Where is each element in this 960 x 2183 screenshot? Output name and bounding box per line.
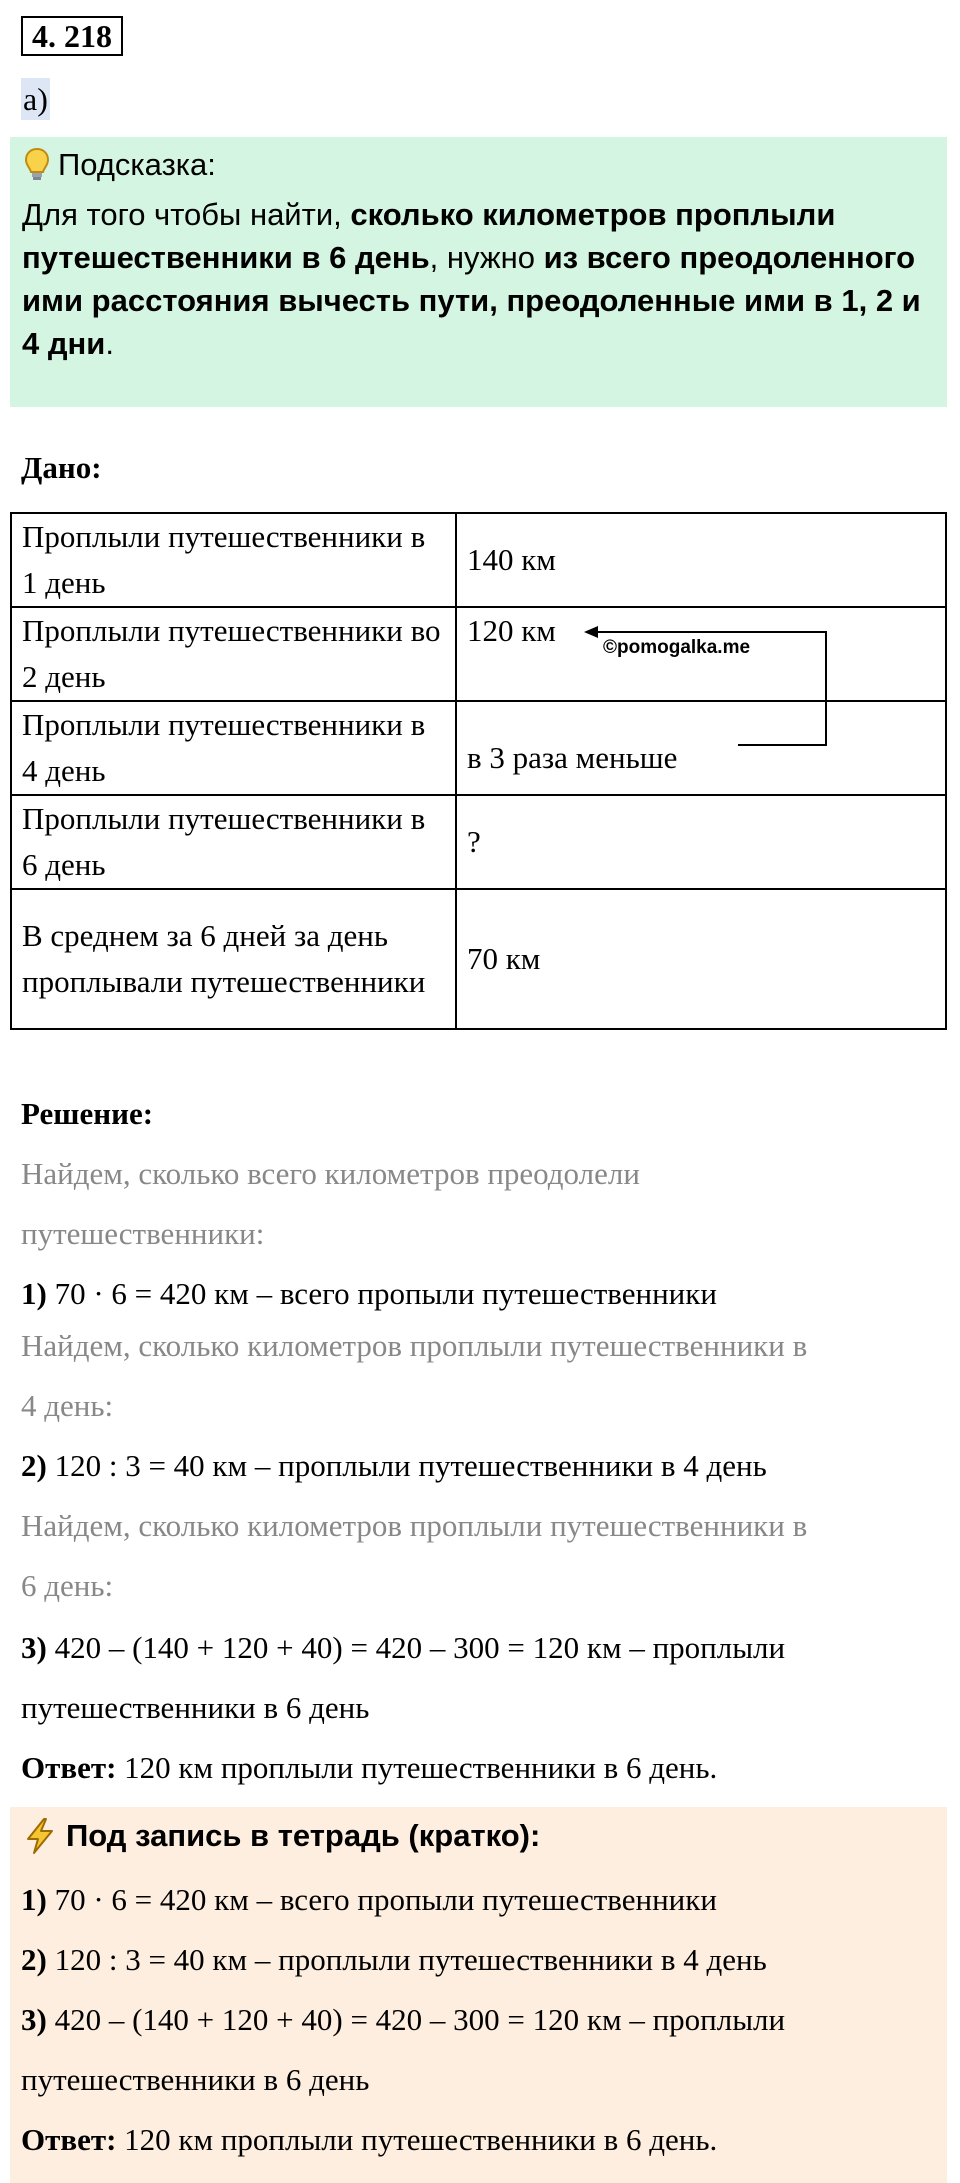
watermark: ©pomogalka.me xyxy=(603,637,751,658)
notebook-step xyxy=(21,1940,767,1980)
hint-text-part: Для того чтобы найти, xyxy=(22,197,351,232)
step-number: 1) xyxy=(21,1276,47,1311)
step-number: 2) xyxy=(21,1942,47,1977)
notebook-step-cont: путешественники в 6 день xyxy=(21,2062,370,2097)
table-cell-value: 120 км xyxy=(456,607,946,701)
step-number: 3) xyxy=(21,1630,47,1665)
solution-step-text: Найдем, сколько километров проплыли путешественники в xyxy=(21,1508,808,1543)
solution-step-text: 6 день: xyxy=(21,1568,114,1603)
hint-title-text: Подсказка: xyxy=(58,147,216,182)
solution-title: Решение: xyxy=(21,1096,154,1131)
task-number: 4. 218 xyxy=(21,16,123,56)
step-expression: 420 – (140 + 120 + 40) = 420 – 300 = 120 км – проплыли xyxy=(46,1630,786,1665)
step-number: 2) xyxy=(21,1448,47,1483)
notebook-title-text: Под запись в тетрадь (кратко): xyxy=(66,1818,541,1853)
solution-step-text: путешественники: xyxy=(21,1216,265,1251)
hint-text-part: . xyxy=(105,326,114,361)
solution-step xyxy=(21,1446,767,1486)
table-cell-value: 70 км xyxy=(456,889,946,1029)
notebook-answer xyxy=(21,2120,717,2160)
table-cell-label: Проплыли путешественники в 6 день xyxy=(11,795,456,889)
step-expression: 120 : 3 = 40 км – проплыли путешественники в 4 день xyxy=(46,1448,767,1483)
answer-text: 120 км проплыли путешественники в 6 день. xyxy=(116,1750,718,1785)
hint-text-bold: сколько километров проплыли путешественники в 6 день xyxy=(22,197,836,275)
step-expression: 420 – (140 + 120 + 40) = 420 – 300 = 120 км – проплыли xyxy=(46,2002,786,2037)
solution-step-text: Найдем, сколько всего километров преодолели xyxy=(21,1156,640,1191)
step-expression: 120 : 3 = 40 км – проплыли путешественники в 4 день xyxy=(46,1942,767,1977)
hint-text-part: , нужно xyxy=(429,240,544,275)
step-number: 1) xyxy=(21,1882,47,1917)
answer-label: Ответ: xyxy=(21,2122,117,2157)
step-expression: 70 · 6 = 420 км – всего пропыли путешественники xyxy=(46,1276,717,1311)
solution-step-cont: путешественники в 6 день xyxy=(21,1690,370,1725)
solution-step xyxy=(21,1274,717,1314)
table-cell-value: ? xyxy=(456,795,946,889)
table-cell-label: Проплыли путешественники во 2 день xyxy=(11,607,456,701)
part-label: а) xyxy=(21,78,50,120)
solution-step-text: 4 день: xyxy=(21,1388,114,1423)
step-expression: 70 · 6 = 420 км – всего пропыли путешественники xyxy=(46,1882,717,1917)
solution-step xyxy=(21,1628,785,1668)
hint-text-bold: из всего преодоленного ими расстояния вычесть пути, преодоленные ими в 1, 2 и 4 дни xyxy=(22,240,921,361)
table-cell-value: 140 км xyxy=(456,513,946,607)
table-cell-label: Проплыли путешественники в 4 день xyxy=(11,701,456,795)
table-cell-label: Проплыли путешественники в 1 день xyxy=(11,513,456,607)
solution-step-text: Найдем, сколько километров проплыли путешественники в xyxy=(21,1328,808,1363)
step-number: 3) xyxy=(21,2002,47,2037)
notebook-title xyxy=(22,1817,540,1855)
given-title: Дано: xyxy=(21,450,102,485)
answer-label: Ответ: xyxy=(21,1750,117,1785)
table-cell-label: В среднем за 6 дней за день проплывали путешественники xyxy=(11,889,456,1029)
notebook-step xyxy=(21,1880,717,1920)
table-cell-value: в 3 раза меньше xyxy=(456,701,946,795)
notebook-box xyxy=(10,1807,947,2183)
answer-text: 120 км проплыли путешественники в 6 день. xyxy=(116,2122,718,2157)
lightning-icon xyxy=(22,1817,58,1855)
answer xyxy=(21,1748,717,1788)
notebook-step xyxy=(21,2000,785,2040)
